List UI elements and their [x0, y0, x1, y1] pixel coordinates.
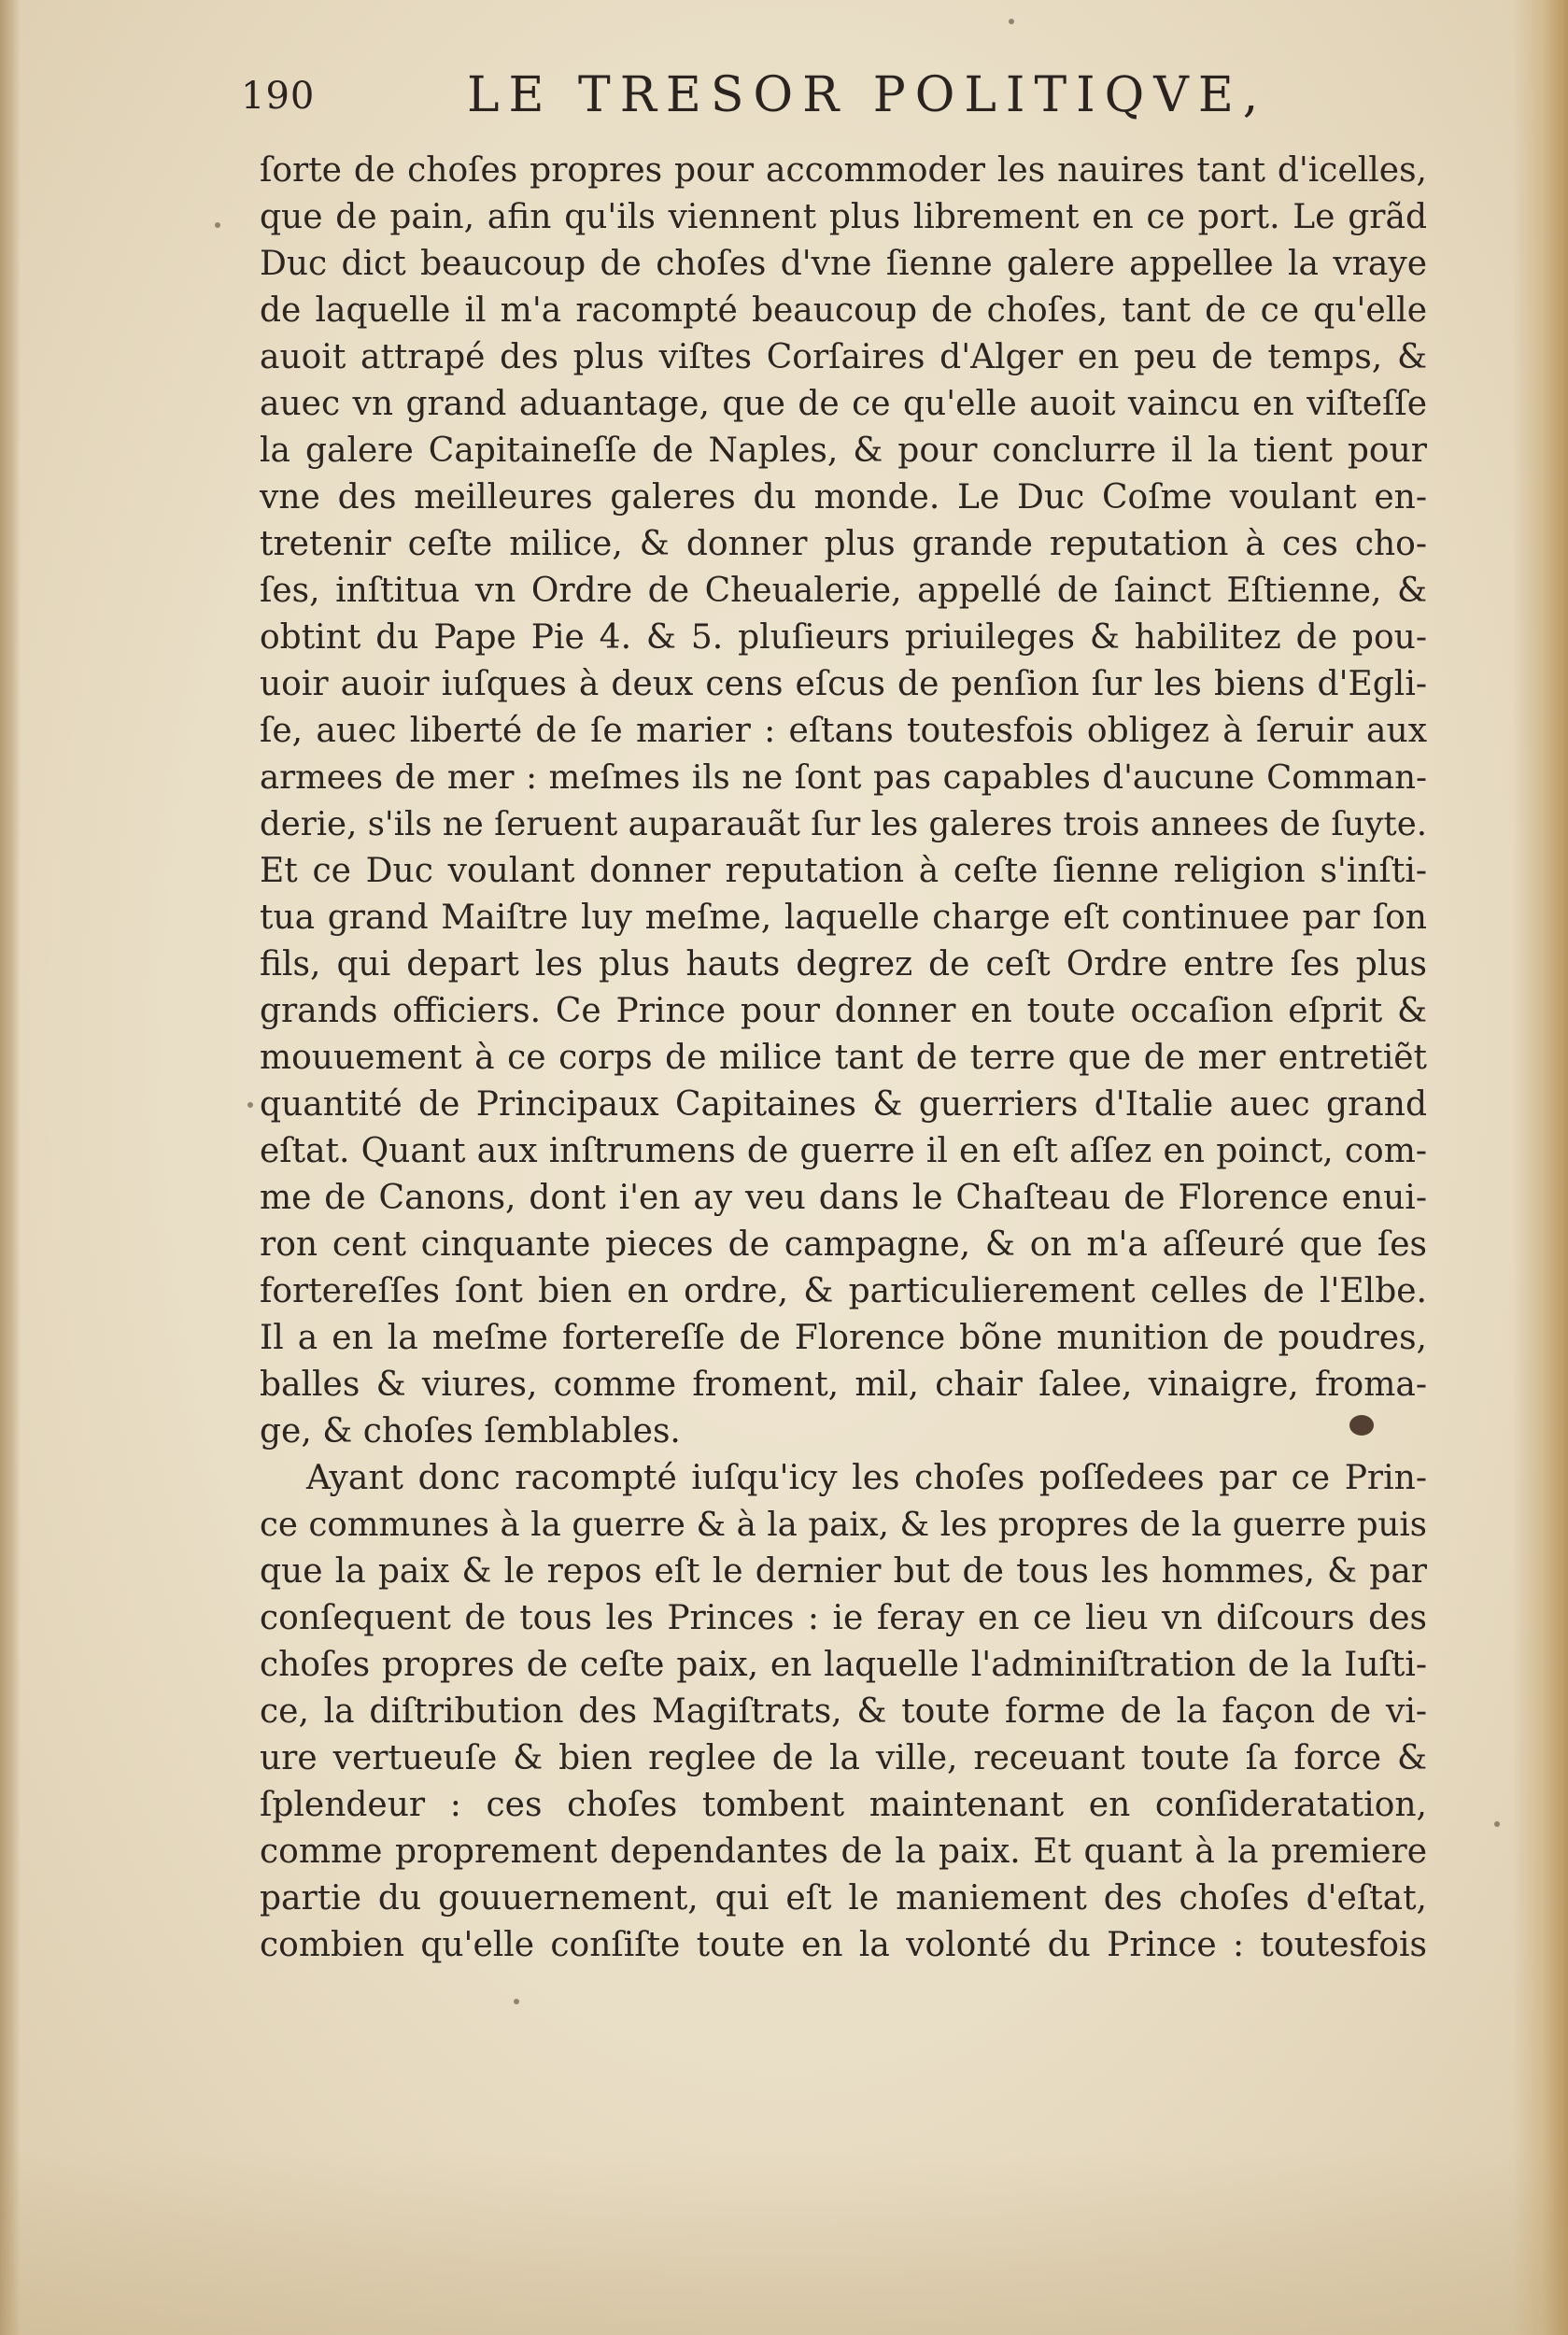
paragraph [260, 148, 1427, 1455]
text-line: ure vertueuſe & bien reglee de la ville, receuant toute ſa force & [260, 1739, 1427, 1777]
text-line: fortereſſes ſont bien en ordre, & particulierement celles de l'Elbe. [260, 1272, 1427, 1310]
page-gutter-edge [0, 0, 21, 2335]
ink-speck [215, 222, 220, 228]
text-line: ſorte de choſes propres pour accommoder les nauires tant d'icelles, [260, 151, 1427, 190]
ink-speck [514, 1999, 519, 2004]
page-outer-edge [1512, 0, 1568, 2335]
text-line: de laquelle il m'a racompté beaucoup de choſes, tant de ce qu'elle [260, 291, 1427, 330]
text-line: tretenir ceſte milice, & donner plus grande reputation à ces cho- [260, 525, 1427, 563]
text-line: comme proprement dependantes de la paix. Et quant à la premiere [260, 1833, 1427, 1871]
text-line: auoit attrapé des plus viſtes Corſaires d'Alger en peu de temps, & [260, 338, 1427, 376]
ink-speck [1494, 1821, 1500, 1827]
page-number: 190 [241, 75, 316, 118]
text-line: obtint du Pape Pie 4. & 5. pluſieurs priuileges & habilitez de pou- [260, 618, 1427, 657]
page-bottom-shade [0, 2148, 1568, 2335]
text-line: ſes, inſtitua vn Ordre de Cheualerie, appellé de ſainct Eſtienne, & [260, 572, 1427, 610]
text-line: derie, s'ils ne ſeruent auparauãt ſur les galeres trois annees de ſuyte. [260, 805, 1427, 843]
text-line: uoir auoir iuſques à deux cens eſcus de penſion ſur les biens d'Egli- [260, 665, 1427, 703]
text-line: ron cent cinquante pieces de campagne, & on m'a aſſeuré que ſes [260, 1225, 1427, 1264]
text-line: vne des meilleures galeres du monde. Le Duc Coſme voulant en- [260, 478, 1427, 517]
text-line: grands officiers. Ce Prince pour donner en toute occaſion eſprit & [260, 992, 1427, 1030]
text-line: conſequent de tous les Princes : ie feray en ce lieu vn diſcours des [260, 1599, 1427, 1637]
text-line: combien qu'elle conſiſte toute en la volonté du Prince : toutesfois [260, 1926, 1427, 1964]
text-line: choſes propres de ceſte paix, en laquelle l'adminiſtration de la Iuſti- [260, 1646, 1427, 1684]
ink-speck [247, 1102, 253, 1108]
text-line: partie du gouuernement, qui eſt le maniement des choſes d'eſtat, [260, 1879, 1427, 1918]
ink-speck [1009, 19, 1014, 24]
text-line: eſtat. Quant aux inſtrumens de guerre il en eſt aſſez en poinct, com- [260, 1132, 1427, 1170]
text-line: Il a en la meſme fortereſſe de Florence bõne munition de poudres, [260, 1319, 1427, 1357]
text-line: ce communes à la guerre & à la paix, & les propres de la guerre puis [260, 1506, 1427, 1544]
text-line: tua grand Maiſtre luy meſme, laquelle charge eſt continuee par ſon [260, 899, 1427, 937]
text-line: mouuement à ce corps de milice tant de terre que de mer entretiẽt [260, 1039, 1427, 1077]
text-line: Duc dict beaucoup de choſes d'vne ſienne galere appellee la vraye [260, 245, 1427, 283]
text-line: armees de mer : meſmes ils ne ſont pas capables d'aucune Comman- [260, 758, 1427, 797]
text-line: fils, qui depart les plus hauts degrez de ceſt Ordre entre ſes plus [260, 945, 1427, 984]
text-line: Ayant donc racompté iuſqu'icy les choſes poſſedees par ce Prin- [306, 1459, 1427, 1497]
running-title: LE TRESOR POLITIQVE, [467, 67, 1268, 123]
text-line: que de pain, afin qu'ils viennent plus librement en ce port. Le grãd [260, 198, 1427, 236]
ink-blot [1349, 1415, 1374, 1436]
text-line: quantité de Principaux Capitaines & guerriers d'Italie auec grand [260, 1085, 1427, 1124]
paragraph [260, 1455, 1427, 1969]
body-text [260, 148, 1427, 1969]
text-line: ge, & choſes ſemblables. [260, 1412, 681, 1451]
text-line: Et ce Duc voulant donner reputation à ceſte ſienne religion s'inſti- [260, 852, 1427, 890]
text-line: ſplendeur : ces choſes tombent maintenant en conſideratation, [260, 1786, 1427, 1824]
text-line: auec vn grand aduantage, que de ce qu'elle auoit vaincu en viſteſſe [260, 385, 1427, 423]
text-line: me de Canons, dont i'en ay veu dans le Chaſteau de Florence enui- [260, 1179, 1427, 1217]
text-line: balles & viures, comme froment, mil, chair ſalee, vinaigre, froma- [260, 1366, 1427, 1404]
text-line: la galere Capitaineſſe de Naples, & pour conclurre il la tient pour [260, 432, 1427, 470]
text-line: que la paix & le repos eſt le dernier but de tous les hommes, & par [260, 1552, 1427, 1591]
text-line: ce, la diſtribution des Magiſtrats, & toute forme de la façon de vi- [260, 1692, 1427, 1731]
text-line: ſe, auec liberté de ſe marier : eſtans toutesfois obligez à ſeruir aux [260, 712, 1427, 750]
